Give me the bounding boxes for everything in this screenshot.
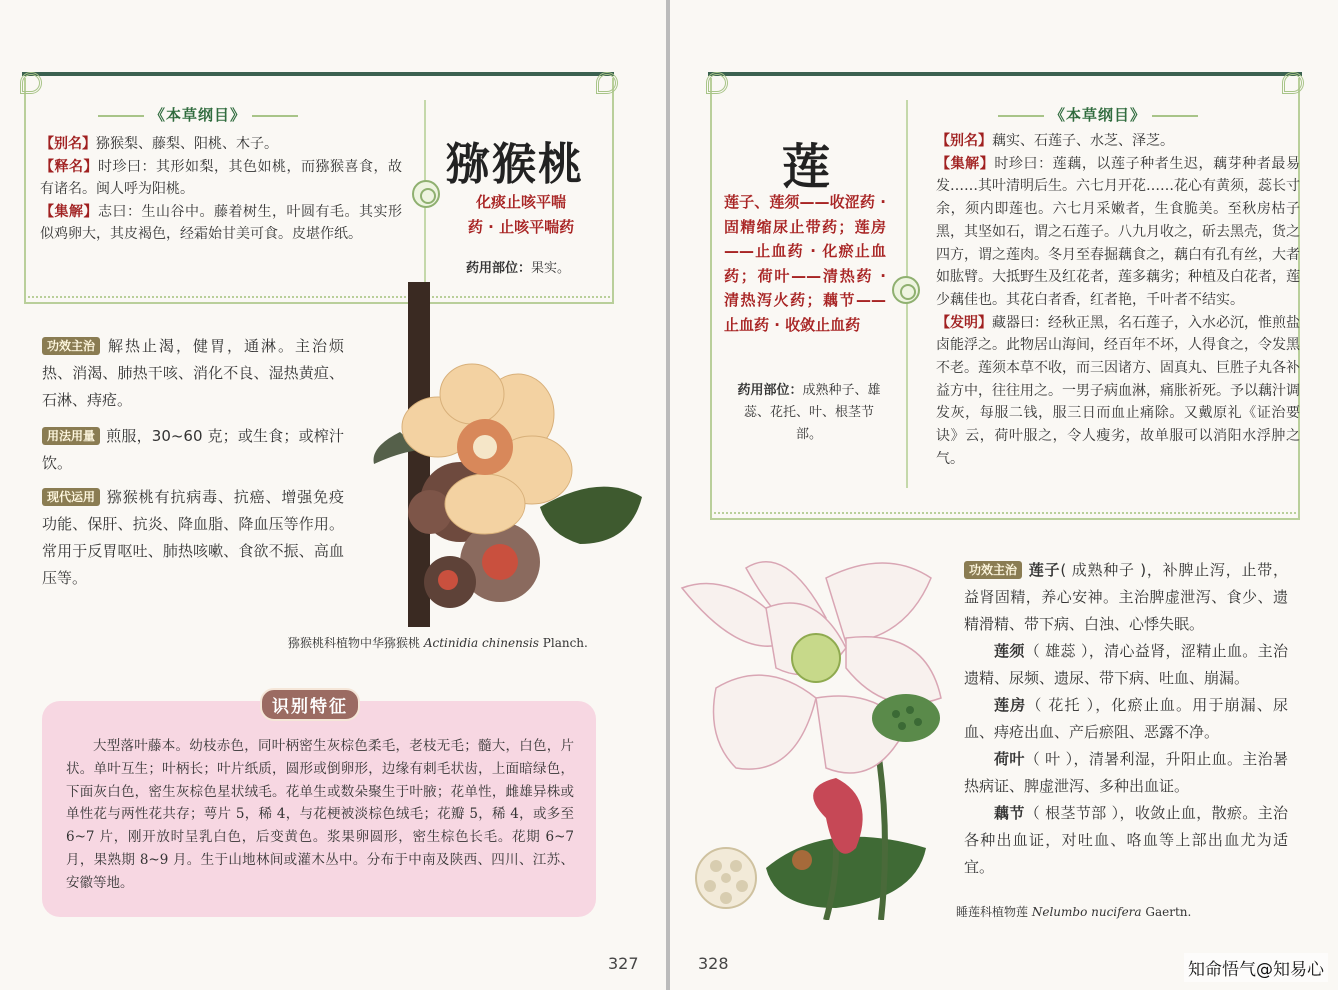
herb-name: 猕猴桃 xyxy=(446,139,584,190)
gongxiao-tag: 功效主治 xyxy=(42,337,100,355)
section-title: 《本草纲目》 xyxy=(92,104,304,125)
xiandai-tag: 现代运用 xyxy=(42,488,100,506)
corner-ornament-icon xyxy=(706,72,728,94)
part-value: 成熟种子、雄蕊、花托、叶、根茎节部。 xyxy=(743,383,881,442)
gongxiao-item xyxy=(964,800,1288,881)
item-name: 莲房 xyxy=(994,696,1027,714)
entry-text: 藕实、石莲子、水芝、泽芝。 xyxy=(992,133,1174,149)
entry-label: 【发明】 xyxy=(936,314,992,331)
item-name: 荷叶 xyxy=(994,750,1025,768)
identification-title: 识别特征 xyxy=(260,688,360,721)
entry-text: 志曰：生山谷中。藤着树生，叶圆有毛。其实形似鸡卵大，其皮褐色，经霜始甘美可食。皮堪作纸。 xyxy=(40,203,402,242)
yongfa-section xyxy=(42,423,344,477)
xiandai-section xyxy=(42,484,344,592)
dotted-rule xyxy=(714,512,1296,514)
herb-name: 莲 xyxy=(782,139,831,195)
medicinal-part xyxy=(466,258,570,280)
entry-text: 时珍曰：其形如梨，其色如桃，而猕猴喜食，故有诸名。闽人呼为阳桃。 xyxy=(40,158,402,197)
item-sub: （ 花托 ） xyxy=(1026,696,1096,714)
entry-text: 时珍曰：莲藕，以莲子种者生迟，藕芽种者最易发……其叶清明后生。六七月开花……花心有黄须，蕊长寸余，须内即莲也。六七月采嫩者，生食脆美。至秋房枯子黑，其坚如石，谓之石莲子。八九月收之，斫去黑壳，货之四方，谓之莲肉。冬月至春掘藕食之，藕白有孔有丝，大者如肱臂。大抵野生及红花者，莲多藕劣；种植及白花者，莲少藕佳也。其花白者香，红者艳，千叶者不结实。 xyxy=(936,155,1301,308)
gongxiao-item xyxy=(964,638,1288,692)
entry-label: 【集解】 xyxy=(936,155,995,172)
item-text: ，清暑利湿，升阳止血。主治暑热病证、脾虚泄泻、多种出血证。 xyxy=(964,750,1288,795)
medicinal-part xyxy=(734,380,884,446)
item-sub: （ 根茎节部 ） xyxy=(1024,804,1120,822)
right-page xyxy=(670,0,1338,990)
plant-caption xyxy=(956,903,1191,920)
part-label: 药用部位： xyxy=(466,261,532,276)
gongxiao-section xyxy=(42,333,344,414)
caption-latin: Nelumbo nucifera xyxy=(1031,905,1142,919)
gongxiao-text: 解热止渴，健胃，通淋。主治烦热、消渴、肺热干咳、消化不良、湿热黄疸、石淋、痔疮。 xyxy=(42,337,344,409)
entry-text: 猕猴梨、藤梨、阳桃、木子。 xyxy=(96,136,278,152)
yongfa-text: 煎服，30~60 克；或生食；或榨汁饮。 xyxy=(42,427,344,472)
gongxiao-tag: 功效主治 xyxy=(964,561,1022,579)
caption-author: Gaertn. xyxy=(1145,905,1192,919)
xiandai-text: 猕猴桃有抗病毒、抗癌、增强免疫功能、保肝、抗炎、降血脂、降血压等作用。常用于反胃呕吐、肺热咳嗽、食欲不振、高血压等。 xyxy=(42,488,344,587)
page-number: 327 xyxy=(608,954,639,973)
part-label: 药用部位： xyxy=(737,383,803,398)
herb-category: 莲子、莲须——收涩药 · 固精缩尿止带药；莲房——止血药 · 化瘀止血药；荷叶——清热药 · 清热泻火药；藕节——止血药 · 收敛止血药 xyxy=(724,193,886,334)
gongxiao-section xyxy=(964,557,1288,638)
section-title: 《本草纲目》 xyxy=(992,104,1204,125)
entry-label: 【释名】 xyxy=(40,158,98,175)
caption-cn: 睡莲科植物莲 xyxy=(956,905,1029,919)
item-sub: （ 雄蕊 ） xyxy=(1024,642,1089,660)
identification-text: 大型落叶藤本。幼枝赤色，同叶柄密生灰棕色柔毛，老枝无毛；髓大，白色，片状。单叶互生；叶柄长；叶片纸质，圆形或倒卵形，边缘有刺毛状齿，上面暗绿色，下面灰白色，密生灰棕色星状绒毛。花单生或数朵聚生于叶腋；花单性，雌雄异株或单性花与两性花共存；萼片 5，稀 4，与花梗被淡棕色绒毛；花瓣 5，稀 4，或多至 6~7 片，刚开放时呈乳白色，后变黄色。浆果卵圆形，密生棕色长毛。花期 6~7 月，果熟期 8~9 月。生于山地林间或灌木丛中。分布于中南及陕西、四川、江苏、安徽等地。 xyxy=(66,738,574,891)
item-name: 藕节 xyxy=(994,804,1025,822)
entry-label: 【别名】 xyxy=(40,136,96,152)
part-value: 果实。 xyxy=(531,261,571,276)
yongfa-tag: 用法用量 xyxy=(42,427,100,445)
emblem-icon xyxy=(412,180,440,208)
bencao-entries xyxy=(936,130,1300,471)
item-sub: （ 叶 ） xyxy=(1024,750,1074,768)
lotus-illustration xyxy=(676,548,952,920)
category-line: 化痰止咳平喘 xyxy=(475,193,566,211)
category-line: 药 · 止咳平喘药 xyxy=(467,218,575,236)
plant-caption xyxy=(288,634,588,651)
item-text: ，补脾止泻，止带，益肾固精，养心安神。主治脾虚泄泻、食少、遗精滑精、带下病、白浊、心悸失眠。 xyxy=(964,561,1288,633)
top-rule xyxy=(708,72,1302,76)
item-name: 莲须 xyxy=(994,642,1025,660)
item-text: ，化瘀止血。用于崩漏、尿血、痔疮出血、产后瘀阻、恶露不净。 xyxy=(964,696,1288,741)
item-text: ，收敛止血，散瘀。主治各种出血证，对吐血、咯血等上部出血尤为适宜。 xyxy=(964,804,1288,876)
kiwi-flower-illustration xyxy=(360,282,650,627)
herb-category xyxy=(446,190,596,240)
item-text: ，清心益肾，涩精止血。主治遗精、尿频、遗尿、带下病、吐血、崩漏。 xyxy=(964,642,1288,687)
left-page xyxy=(0,0,666,990)
entry-text: 藏器曰：经秋正黑，名石莲子，入水必沉，惟煎盐卤能浮之。此物居山海间，经百年不坏，人得食之，令发黑不老。莲须本草不收，而三因诸方、固真丸、巨胜子丸各补益方中，往往用之。一男子病血淋，痛胀祈死。予以藕汁调发灰，每服二钱，服三日而血止痛除。又戴原礼《证治要诀》云，荷叶服之，令人瘦劣，故单服可以消阳水浮肿之气。 xyxy=(936,314,1300,467)
item-sub: ( 成熟种子 ) xyxy=(1060,561,1147,579)
entry-label: 【别名】 xyxy=(936,133,992,149)
caption-author: Planch. xyxy=(542,636,588,650)
page-number: 328 xyxy=(698,954,729,973)
caption-latin: Actinidia chinensis xyxy=(423,636,539,650)
corner-ornament-icon xyxy=(596,72,618,94)
caption-cn: 猕猴桃科植物中华猕猴桃 xyxy=(288,636,421,650)
corner-ornament-icon xyxy=(20,72,42,94)
corner-ornament-icon xyxy=(1282,72,1304,94)
top-rule xyxy=(22,72,614,76)
watermark: 知命悟气@知易心 xyxy=(1184,953,1328,982)
gongxiao-item xyxy=(964,692,1288,746)
bencao-entries xyxy=(40,133,402,246)
gongxiao-item xyxy=(964,746,1288,800)
item-name: 莲子 xyxy=(1028,561,1061,579)
entry-label: 【集解】 xyxy=(40,203,98,220)
emblem-icon xyxy=(892,276,920,304)
